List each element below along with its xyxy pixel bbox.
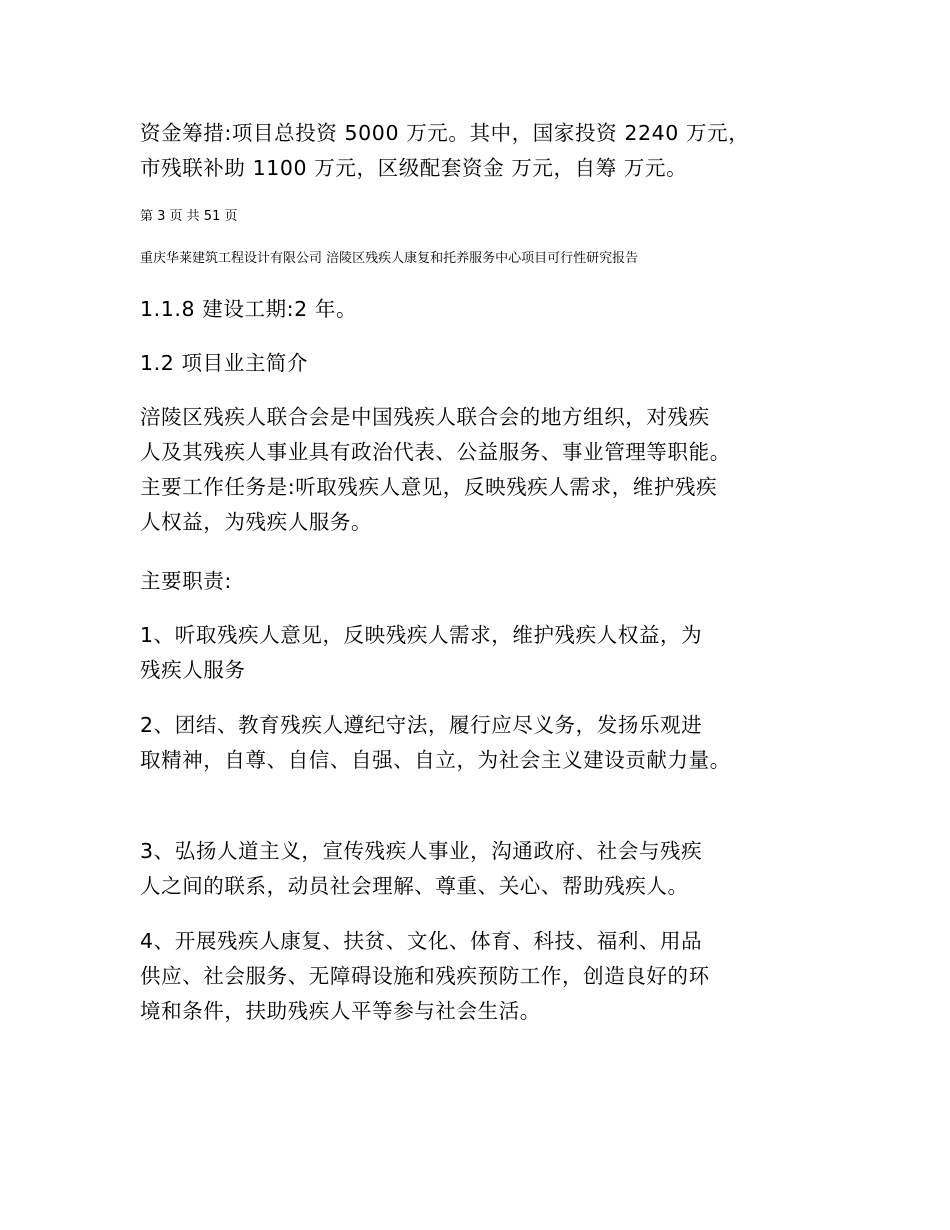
duty-2-line-1: 2、团结、教育残疾人遵纪守法，履行应尽义务，发扬乐观进 (140, 713, 703, 737)
page-number-footer: 第 3 页 共 51 页 (140, 209, 238, 224)
intro-line-2: 人及其残疾人事业具有政治代表、公益服务、事业管理等职能。 (140, 440, 731, 464)
duty-4-line-3: 境和条件，扶助残疾人平等参与社会生活。 (140, 999, 541, 1023)
duties-heading (140, 564, 830, 599)
intro-line-3: 主要工作任务是:听取残疾人意见，反映残疾人需求，维护残疾 (140, 475, 718, 499)
duty-item-1 (140, 618, 830, 688)
duty-3-line-2: 人之间的联系，动员社会理解、尊重、关心、帮助残疾人。 (140, 874, 689, 898)
funding-line-1: 资金筹措:项目总投资 5000 万元。其中，国家投资 2240 万元， (140, 121, 750, 145)
duty-4-line-1: 4、开展残疾人康复、扶贫、文化、体育、科技、福利、用品 (140, 929, 703, 953)
owner-intro-paragraph (140, 400, 830, 540)
duty-item-3 (140, 834, 830, 904)
funding-line-2: 市残联补助 1100 万元，区级配套资金 万元，自筹 万元。 (140, 156, 688, 180)
duty-4-line-2: 供应、社会服务、无障碍设施和残疾预防工作，创造良好的环 (140, 964, 710, 988)
duties-heading-text: 主要职责: (140, 569, 232, 593)
section-heading-owner-intro (140, 346, 830, 381)
duty-3-line-1: 3、弘扬人道主义，宣传残疾人事业，沟通政府、社会与残疾 (140, 839, 703, 863)
intro-line-4: 人权益，为残疾人服务。 (140, 510, 373, 534)
section-heading-text: 1.2 项目业主简介 (140, 351, 309, 375)
duty-item-2 (140, 708, 830, 778)
construction-period-text: 1.1.8 建设工期:2 年。 (140, 297, 358, 321)
duty-1-line-1: 1、听取残疾人意见，反映残疾人需求，维护残疾人权益，为 (140, 623, 703, 647)
funding-paragraph (140, 116, 830, 186)
construction-period-paragraph (140, 292, 830, 327)
duty-1-line-2: 残疾人服务 (140, 658, 246, 682)
running-header: 重庆华莱建筑工程设计有限公司 涪陵区残疾人康复和托养服务中心项目可行性研究报告 (140, 251, 639, 266)
duty-item-4 (140, 924, 830, 1029)
duty-2-line-2: 取精神，自尊、自信、自强、自立，为社会主义建设贡献力量。 (140, 748, 731, 772)
intro-line-1: 涪陵区残疾人联合会是中国残疾人联合会的地方组织，对残疾 (140, 405, 710, 429)
